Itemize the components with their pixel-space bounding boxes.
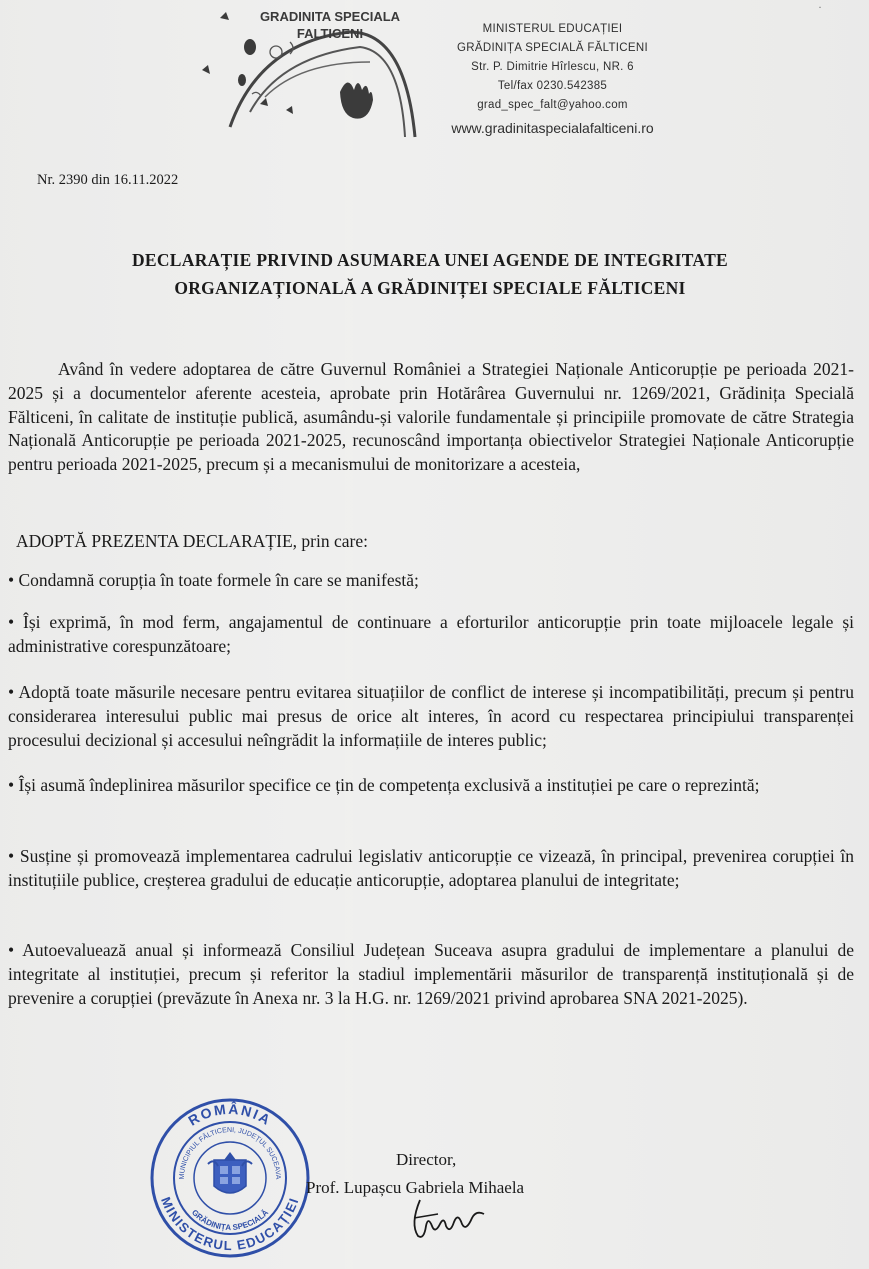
- stamp-bottom-text: MINISTERUL EDUCAȚIEI: [158, 1194, 302, 1254]
- document-title-line2: ORGANIZAȚIONALĂ A GRĂDINIȚEI SPECIALE FĂLTICENI: [174, 278, 686, 298]
- logo-name-line1: GRADINITA SPECIALA: [259, 9, 401, 24]
- institution-email: grad_spec_falt@yahoo.com: [477, 99, 628, 111]
- institution-website: www.gradinitaspecialafalticeni.ro: [451, 120, 654, 136]
- stamp-inner-top: MUNICIPIUL FĂLTICENI, JUDEȚUL SUCEAVA: [178, 1126, 282, 1180]
- logo-name: [250, 8, 410, 42]
- institution-phone: Tel/fax 0230.542385: [497, 80, 608, 92]
- document-title: [60, 246, 800, 302]
- svg-text:GRĂDINIȚA SPECIALĂ: [190, 1208, 270, 1232]
- institution-address: Str. P. Dimitrie Hîrlescu, NR. 6: [471, 61, 634, 73]
- handwritten-signature: [398, 1196, 498, 1242]
- institution-name: GRĂDINIȚA SPECIALĂ FĂLTICENI: [457, 42, 648, 54]
- intro-paragraph: Având în vedere adoptarea de către Guvernul României a Strategiei Naționale Anticorupție pe perioada 2021-2025 și a documentelor aferente acesteia, aprobate prin Hotărârea Guvernului nr. 1269/2021, Grădinița Specială Fălticeni, în calitate de instituție publică, asumându-și valorile fundamentale și principiile promovate de către Strategia Națională Anticorupție pe perioada 2021-2025, recunoscând importanța obiectivelor Strategiei Naționale Anticorupție pentru perioada 2021-2025, precum și a mecanismului de monitorizare a acesteia,: [8, 359, 854, 475]
- bullet-item: • Își exprimă, în mod ferm, angajamentul de continuare a eforturilor anticorupție prin toate mijloacele legale și administrative corespunzătoare;: [8, 612, 854, 656]
- coat-of-arms-icon: [208, 1152, 252, 1193]
- corner-mark: ·: [818, 0, 822, 14]
- institution-header: [420, 20, 685, 139]
- logo-name-line2: FALTICENI: [296, 26, 364, 41]
- bullet-item: • Condamnă corupția în toate formele în care se manifestă;: [8, 570, 419, 590]
- director-name: Prof. Lupașcu Gabriela Mihaela: [306, 1178, 525, 1197]
- bullet-item: • Autoevaluează anual și informează Consiliul Județean Suceava asupra gradului de implementare a planului de integritate al instituției, precum și referitor la stadiul implementării măsurilor de transparență instituțională și de prevenire a corupției (prevăzute în Anexa nr. 3 la H.G. nr. 1269/2021 privind aprobarea SNA 2021-2025).: [8, 940, 854, 1008]
- stamp-inner-bottom: GRĂDINIȚA SPECIALĂ: [189, 1207, 271, 1233]
- official-stamp: [148, 1094, 312, 1262]
- svg-text:ROMÂNIA: [185, 1100, 274, 1129]
- bullet-item: • Adoptă toate măsurile necesare pentru evitarea situațiilor de conflict de interese și incompatibilități, precum și pentru considerarea interesului public mai presus de orice alt interes, în acord cu respectarea principiului transparenței procesului decizional și accesului neîngrădit la informațiile de interes public;: [8, 682, 854, 750]
- stamp-top-text: ROMÂNIA: [185, 1100, 275, 1129]
- registration-number: Nr. 2390 din 16.11.2022: [37, 172, 179, 188]
- bullet-item: • Își asumă îndeplinirea măsurilor specifice ce țin de competența exclusivă a instituției pe care o reprezintă;: [8, 775, 760, 795]
- stamp-graphic: [148, 1094, 312, 1262]
- document-title-line1: DECLARAȚIE PRIVIND ASUMAREA UNEI AGENDE DE INTEGRITATE: [131, 250, 729, 270]
- bullet-item: • Susține și promovează implementarea cadrului legislativ anticorupție ce vizează, în principal, prevenirea corupției în instituțiile publice, creșterea gradului de educație anticorupție, adoptarea planului de integritate;: [8, 846, 854, 890]
- kindergarten-logo: [190, 2, 420, 142]
- adoption-statement: ADOPTĂ PREZENTA DECLARAȚIE, prin care:: [16, 531, 368, 551]
- ministry-name: MINISTERUL EDUCAȚIEI: [482, 23, 623, 35]
- director-title: Director,: [396, 1150, 457, 1169]
